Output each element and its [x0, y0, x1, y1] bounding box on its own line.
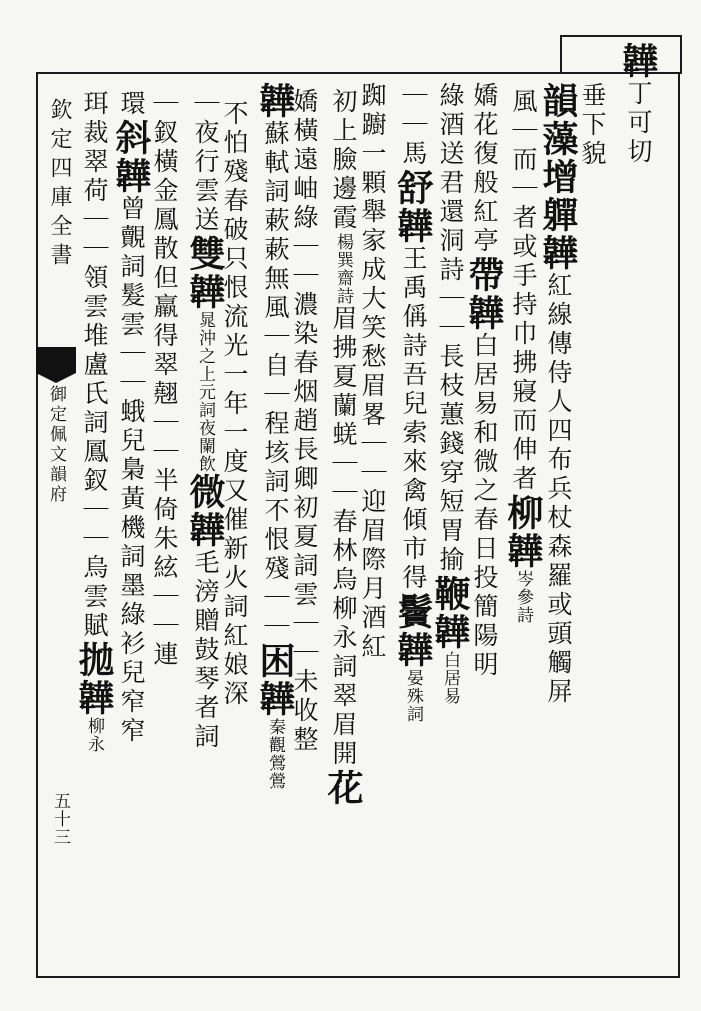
- headword: 韡: [617, 42, 659, 80]
- headword: 微韡: [184, 473, 226, 549]
- body-text: ｜釵橫金鳳: [150, 90, 179, 235]
- headword: 鬢韡: [392, 593, 434, 669]
- body-text: 迎眉際月酒紅: [358, 488, 387, 662]
- annotation-text: 柳永: [84, 717, 104, 753]
- text-column: [322, 88, 364, 807]
- body-text: 紅線傳侍人四布兵杖森羅或頭觸屏: [544, 272, 573, 707]
- text-column: [110, 90, 152, 746]
- fish-tail-mark: [36, 347, 76, 373]
- body-text: 毛滂贈鼓琴者詞: [191, 549, 220, 752]
- headword: 困韡: [254, 642, 296, 718]
- body-text: 蘇軾詞蔌蔌無風｜自｜程垓詞不恨殘｜｜: [261, 120, 290, 642]
- body-text: 洞詩｜｜長枝蕙錢穿短胃揄: [436, 227, 465, 575]
- headword: 舒韡: [392, 169, 434, 245]
- text-column: [429, 82, 471, 705]
- body-text: 王禹偁詩吾兒索來禽傾市得: [399, 245, 428, 593]
- body-text: 丁可切: [624, 80, 653, 167]
- headword: 韡: [254, 82, 296, 120]
- headword: 拋韡: [73, 641, 115, 717]
- headword: 帶韡: [463, 256, 505, 332]
- headword: 斜韡: [110, 119, 152, 195]
- annotation-text: 楊巽齋詩: [333, 233, 353, 305]
- body-text: 眉拂夏蘭蜣｜｜春林烏柳永詞翠眉開: [329, 305, 358, 769]
- body-text: 嬌花復般紅亭: [470, 82, 499, 256]
- body-text: 白居易和微之春日投簡陽明: [470, 332, 499, 680]
- body-text: 曾覿詞髮雲｜｜蛾兒梟黃機詞墨綠衫兒窄窄: [117, 195, 146, 746]
- body-text: ｜夜行雲送: [191, 90, 220, 235]
- book-title: 欽定四庫全書: [47, 98, 72, 272]
- text-column: [152, 90, 177, 670]
- annotation-text: 晁沖之上元詞夜闌飲: [195, 311, 215, 473]
- body-text: 散但羸得翠翹｜｜: [150, 235, 179, 467]
- text-column: [580, 82, 605, 169]
- body-text: 詞紅娘深: [220, 593, 249, 709]
- text-column: [502, 88, 544, 624]
- headword: 鞭韡: [429, 575, 471, 651]
- text-column: [254, 82, 296, 790]
- headword: 花: [322, 769, 364, 807]
- body-text: 一顆舉家成大笑愁眉畧｜｜: [358, 140, 387, 488]
- text-column: [222, 100, 247, 709]
- text-column: [392, 82, 434, 723]
- annotation-text: 晏殊詞: [403, 669, 423, 723]
- page-number: 五十三: [50, 792, 70, 846]
- body-text: ｜｜馬: [399, 82, 428, 169]
- body-text: 綠酒送君還: [436, 82, 465, 227]
- text-column: [463, 82, 505, 680]
- text-column: [617, 42, 659, 167]
- body-text: 初上臉邊霞: [329, 88, 358, 233]
- headword: 雙韡: [184, 235, 226, 311]
- body-text: 環: [117, 90, 146, 119]
- body-text: 垂下貌: [578, 82, 607, 169]
- annotation-text: 岑參詩: [513, 570, 533, 624]
- text-column: [73, 90, 115, 753]
- headword: 韻藻增軃韡: [537, 82, 579, 272]
- text-column: [537, 82, 579, 707]
- headword: 柳韡: [502, 494, 544, 570]
- text-column: [360, 82, 385, 662]
- section-title: 御定佩文韻府: [46, 385, 66, 505]
- text-column: [184, 90, 226, 752]
- body-text: 風｜而｜者或手持巾拂寢而伸者: [509, 88, 538, 494]
- body-text: 半倚朱絃｜｜連: [150, 467, 179, 670]
- body-text: 裁翠荷｜｜領雲堆盧氏詞鳳釵｜｜烏雲賦: [80, 119, 109, 641]
- body-text: 嬌橫遠岫綠｜｜濃染春烟趙長卿初夏詞雲｜｜未收整: [290, 88, 319, 755]
- annotation-text: 白居易: [440, 651, 460, 705]
- body-text: 珥: [80, 90, 109, 119]
- annotation-text: 秦觀鶯鶯: [265, 718, 285, 790]
- body-text: 踟躕: [358, 82, 387, 140]
- body-text: 不怕殘春破只恨流光一年一度又催新火: [220, 100, 249, 593]
